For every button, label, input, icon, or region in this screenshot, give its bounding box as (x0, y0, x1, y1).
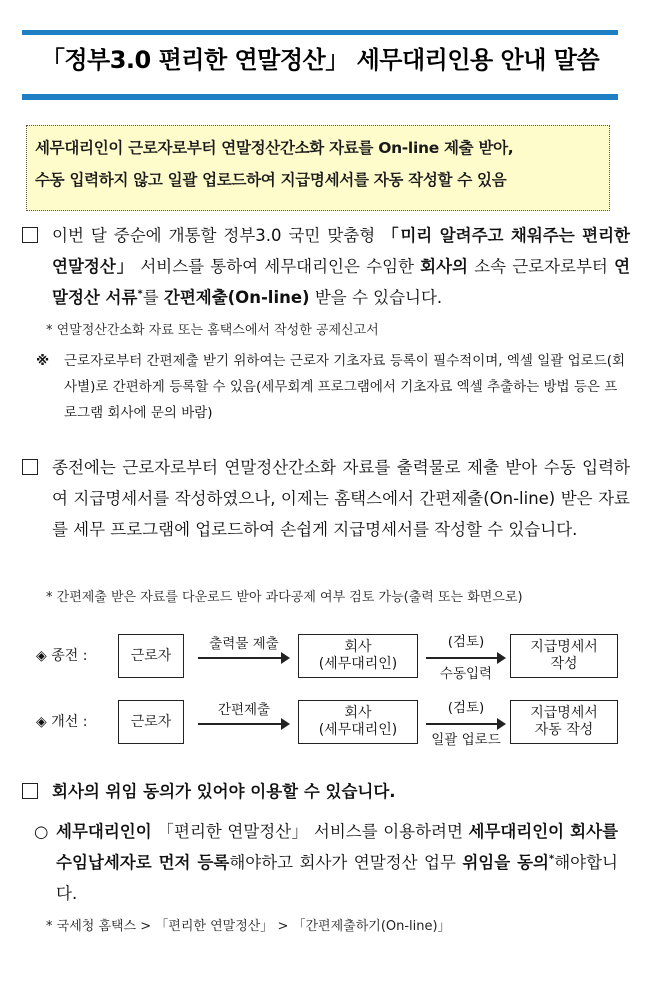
arrow-right-icon (198, 657, 288, 659)
section-3-footnote: * 국세청 홈택스 > 「편리한 연말정산」 > 「간편제출하기(On-line)」 (46, 919, 451, 934)
arrow-right-icon (426, 657, 504, 659)
flow-box-statement: 지급명세서 작성 (510, 634, 618, 678)
section-1 (20, 220, 630, 313)
title-bottom-rule (22, 94, 618, 100)
section-2 (20, 452, 630, 545)
checkbox-square-icon (22, 227, 38, 243)
flow-box-employee: 근로자 (118, 634, 184, 678)
arrow-right-icon (426, 723, 504, 725)
title-top-rule (22, 30, 618, 35)
summary-notice-box (26, 125, 610, 211)
reference-mark-icon: ※ (36, 353, 50, 369)
section-1-text: 이번 달 중순에 개통할 정부3.0 국민 맞춤형 「미리 알려주고 채워주는 편리한 연말정산」 서비스를 통하여 세무대리인은 수임한 회사의 소속 근로자로부터 연말정산 서류*를 간편제출(On-line) 받을 수 있습니다. (52, 226, 631, 307)
bullet-circle-icon: ○ (34, 822, 49, 841)
flow-review-label: (검토) (447, 634, 485, 650)
flow-review-label: (검토) (447, 700, 485, 716)
flow-box-company: 회사 (세무대리인) (298, 634, 418, 678)
section-3-detail-text: 세무대리인이 「편리한 연말정산」 서비스를 이용하려면 세무대리인이 회사를 수임납세자로 먼저 등록해야하고 회사가 연말정산 업무 위임을 동의*해야합니다. (56, 822, 619, 903)
section-3 (20, 776, 630, 807)
flow-improved (0, 696, 648, 748)
section-2-footnote: * 간편제출 받은 자료를 다운로드 받아 과다공제 여부 검토 가능(출력 또는 화면으로) (46, 590, 523, 605)
reference-text: 근로자로부터 간편제출 받기 위하여는 근로자 기초자료 등록이 필수적이며, 엑셀 일괄 업로드(회사별)로 간편하게 등록할 수 있음(세무회계 프로그램에서 기초자료 엑셀 추출하는 방법 등은 프로그램 회사에 문의 바람) (64, 353, 626, 421)
section-2-text: 종전에는 근로자로부터 연말정산간소화 자료를 출력물로 제출 받아 수동 입력하여 지급명세서를 작성하였으나, 이제는 홈택스에서 간편제출(On-line) 받은 자료를 세무 프로그램에 업로드하여 손쉽게 지급명세서를 작성할 수 있습니다. (52, 458, 630, 539)
flow-box-statement: 지급명세서 자동 작성 (510, 700, 618, 744)
flow-previous (0, 630, 648, 682)
page-title: 「정부3.0 편리한 연말정산」 세무대리인용 안내 말씀 (40, 46, 600, 74)
checkbox-square-icon (22, 783, 38, 799)
flow-box-employee: 근로자 (118, 700, 184, 744)
flow-improved-label: ◈ 개선 : (36, 714, 88, 730)
flow-previous-label: ◈ 종전 : (36, 648, 88, 664)
checkbox-square-icon (22, 459, 38, 475)
section-3-detail (34, 816, 618, 909)
arrow-right-icon (198, 723, 288, 725)
flow-box-company: 회사 (세무대리인) (298, 700, 418, 744)
section-3-heading: 회사의 위임 동의가 있어야 이용할 수 있습니다. (52, 782, 396, 801)
flow-action-label: 수동입력 (439, 666, 493, 682)
flow-arrow-label: 출력물 제출 (209, 636, 279, 652)
notice-line-2: 수동 입력하지 않고 일괄 업로드하여 지급명세서를 자동 작성할 수 있음 (35, 171, 507, 189)
flow-action-label: 일괄 업로드 (431, 732, 501, 748)
flow-arrow-label: 간편제출 (217, 702, 271, 718)
section-1-footnote: * 연말정산간소화 자료 또는 홈택스에서 작성한 공제신고서 (46, 323, 379, 338)
section-1-reference-note (36, 348, 626, 426)
notice-line-1: 세무대리인이 근로자로부터 연말정산간소화 자료를 On-line 제출 받아, (35, 139, 514, 157)
